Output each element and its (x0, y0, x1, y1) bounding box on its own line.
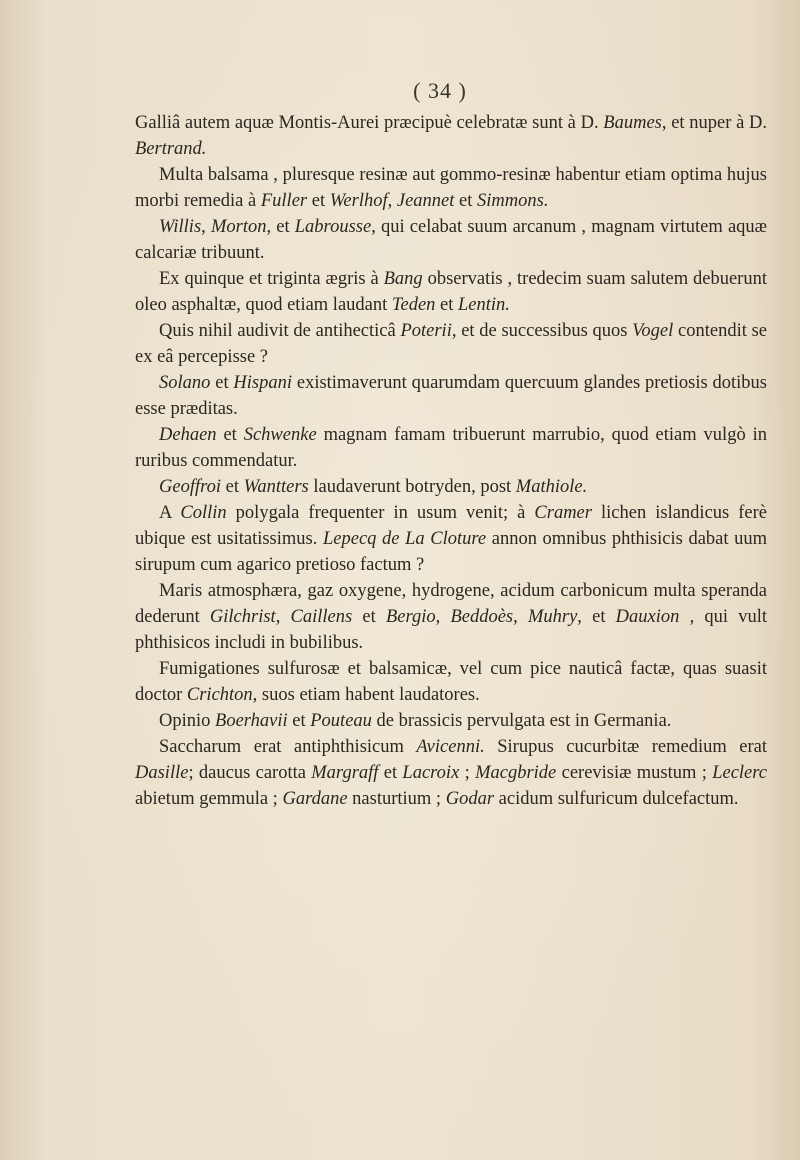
cited-name: Wantters (243, 477, 309, 497)
cited-name: Teden (391, 295, 436, 315)
text-run: Saccharum erat antiphthisicum (159, 737, 417, 757)
cited-name: Werlhof (329, 191, 388, 211)
text-run: et (435, 295, 459, 315)
text-run: de brassicis pervulgata est in Germania. (371, 711, 672, 731)
paragraph-balsama (135, 162, 767, 214)
text-run: et (210, 373, 234, 393)
cited-name: Cramer (534, 503, 592, 523)
text-run: Multa balsama , pluresque resinæ aut gommo-resinæ habentur etiam optima hujus morbi remedia à (135, 165, 767, 211)
text-run: ; (459, 763, 476, 783)
cited-name: Leclerc (712, 763, 767, 783)
paragraph-dehaen (135, 422, 767, 474)
text-run: et (287, 711, 311, 731)
text-run: existimaverunt quarumdam quercuum glandes pretiosis dotibus esse præditas. (135, 373, 767, 419)
cited-name: Beddoès (450, 607, 514, 627)
cited-name: Bertrand. (135, 139, 207, 159)
text-run: , (275, 607, 291, 627)
cited-name: Pouteau (310, 711, 372, 731)
cited-name: Schwenke (243, 425, 317, 445)
text-run: , suos etiam habent laudatores. (252, 685, 480, 705)
cited-name: Lepecq de La Cloture (322, 529, 487, 549)
paragraph-willis (135, 214, 767, 266)
text-run: A (159, 503, 181, 523)
cited-name: Geoffroi (159, 477, 222, 497)
paragraph-poterii (135, 318, 767, 370)
cited-name: Mathiole. (515, 477, 588, 497)
cited-name: Dasille (135, 763, 189, 783)
text-run: et (352, 607, 386, 627)
text-run: et (454, 191, 478, 211)
cited-name: Willis (159, 217, 202, 237)
cited-name: Gardane (282, 789, 348, 809)
text-run: Fumigationes sulfurosæ et balsamicæ, vel cum pice nauticâ factæ, quas suasit doctor (135, 659, 767, 705)
text-run: et (378, 763, 403, 783)
paragraph-geoffroi (135, 474, 767, 500)
cited-name: Fuller (260, 191, 308, 211)
cited-name: Godar (445, 789, 495, 809)
paragraph-fumigationes (135, 656, 767, 708)
text-run: abietum gemmula ; (135, 789, 283, 809)
text-run: , (435, 607, 451, 627)
paragraph-solano (135, 370, 767, 422)
cited-name: Muhry (527, 607, 578, 627)
paragraph-bang (135, 266, 767, 318)
text-run: , (513, 607, 528, 627)
cited-name: Bergio (385, 607, 436, 627)
text-run: et (221, 477, 244, 497)
text-run: polygala frequenter in usum venit; à (226, 503, 535, 523)
cited-name: Crichton (186, 685, 253, 705)
paragraph-gallia (135, 110, 767, 162)
text-run: Sirupus cucurbitæ remedium erat (484, 737, 767, 757)
cited-name: Simmons. (477, 191, 549, 211)
cited-name: Margraff (311, 763, 379, 783)
cited-name: Avicenni. (416, 737, 485, 757)
text-run: laudaverunt botryden, post (308, 477, 516, 497)
text-run: Maris atmosphæra, gaz oxygene, hydrogene, acidum carbonicum multa speranda dederunt (135, 581, 767, 627)
cited-name: Bang (383, 269, 423, 289)
cited-name: Caillens (290, 607, 353, 627)
cited-name: Morton (210, 217, 267, 237)
cited-name: Lacroix (402, 763, 460, 783)
cited-name: Collin (180, 503, 227, 523)
cited-name: Gilchrist (209, 607, 276, 627)
text-run: annon omnibus phthisicis dabat uum sirupum cum agarico pretioso factum ? (135, 529, 768, 575)
cited-name: Boerhavii (215, 711, 288, 731)
cited-name: Hispani (233, 373, 293, 393)
text-run: , (387, 191, 397, 211)
text-run: magnam famam tribuerunt marrubio, quod etiam vulgò in ruribus commendatur. (135, 425, 767, 471)
text-run: , et nuper à D. (661, 113, 768, 133)
text-run: , (201, 217, 211, 237)
text-run: acidum sulfuricum dulcefactum. (494, 789, 739, 809)
text-run: , et (577, 607, 616, 627)
text-run: et (216, 425, 244, 445)
text-run: et (307, 191, 330, 211)
text-run: , et (266, 217, 295, 237)
cited-name: Jeannet (396, 191, 455, 211)
cited-name: Baumes (603, 113, 662, 133)
text-run: observatis , tredecim suam salutem debuerunt oleo asphaltæ, quod etiam laudant (135, 269, 767, 315)
paragraph-maris (135, 578, 767, 656)
text-run: nasturtium ; (347, 789, 446, 809)
cited-name: Poterii (400, 321, 452, 341)
text-run: , qui celabat suum arcanum , magnam virtutem aquæ calcariæ tribuunt. (135, 217, 767, 263)
cited-name: Solano (159, 373, 211, 393)
text-run: , et de successibus quos (451, 321, 633, 341)
paragraph-saccharum (135, 734, 767, 812)
text-run: Quis nihil audivit de antihecticâ (159, 321, 401, 341)
cited-name: Macgbride (475, 763, 557, 783)
cited-name: Lentin. (458, 295, 510, 315)
text-run: Galliâ autem aquæ Montis-Aurei præcipuè celebratæ sunt à D. (135, 113, 604, 133)
cited-name: Dehaen (159, 425, 217, 445)
body-text (135, 110, 767, 812)
text-run: lichen islandicus ferè ubique est usitatissimus. (135, 503, 768, 549)
text-run: ; daucus carotta (188, 763, 312, 783)
cited-name: Dauxion (615, 607, 680, 627)
cited-name: Vogel (632, 321, 674, 341)
page-number: ( 34 ) (413, 78, 467, 103)
text-run: cerevisiæ mustum ; (556, 763, 713, 783)
cited-name: Labrousse (294, 217, 372, 237)
text-run: , qui vult phthisicos includi in bubilibus. (135, 607, 768, 653)
text-run: Opinio (159, 711, 216, 731)
paragraph-opinio (135, 708, 767, 734)
text-run: Ex quinque et triginta ægris à (159, 269, 384, 289)
text-run: contendit se ex eâ percepisse ? (135, 321, 767, 367)
paragraph-collin (135, 500, 767, 578)
